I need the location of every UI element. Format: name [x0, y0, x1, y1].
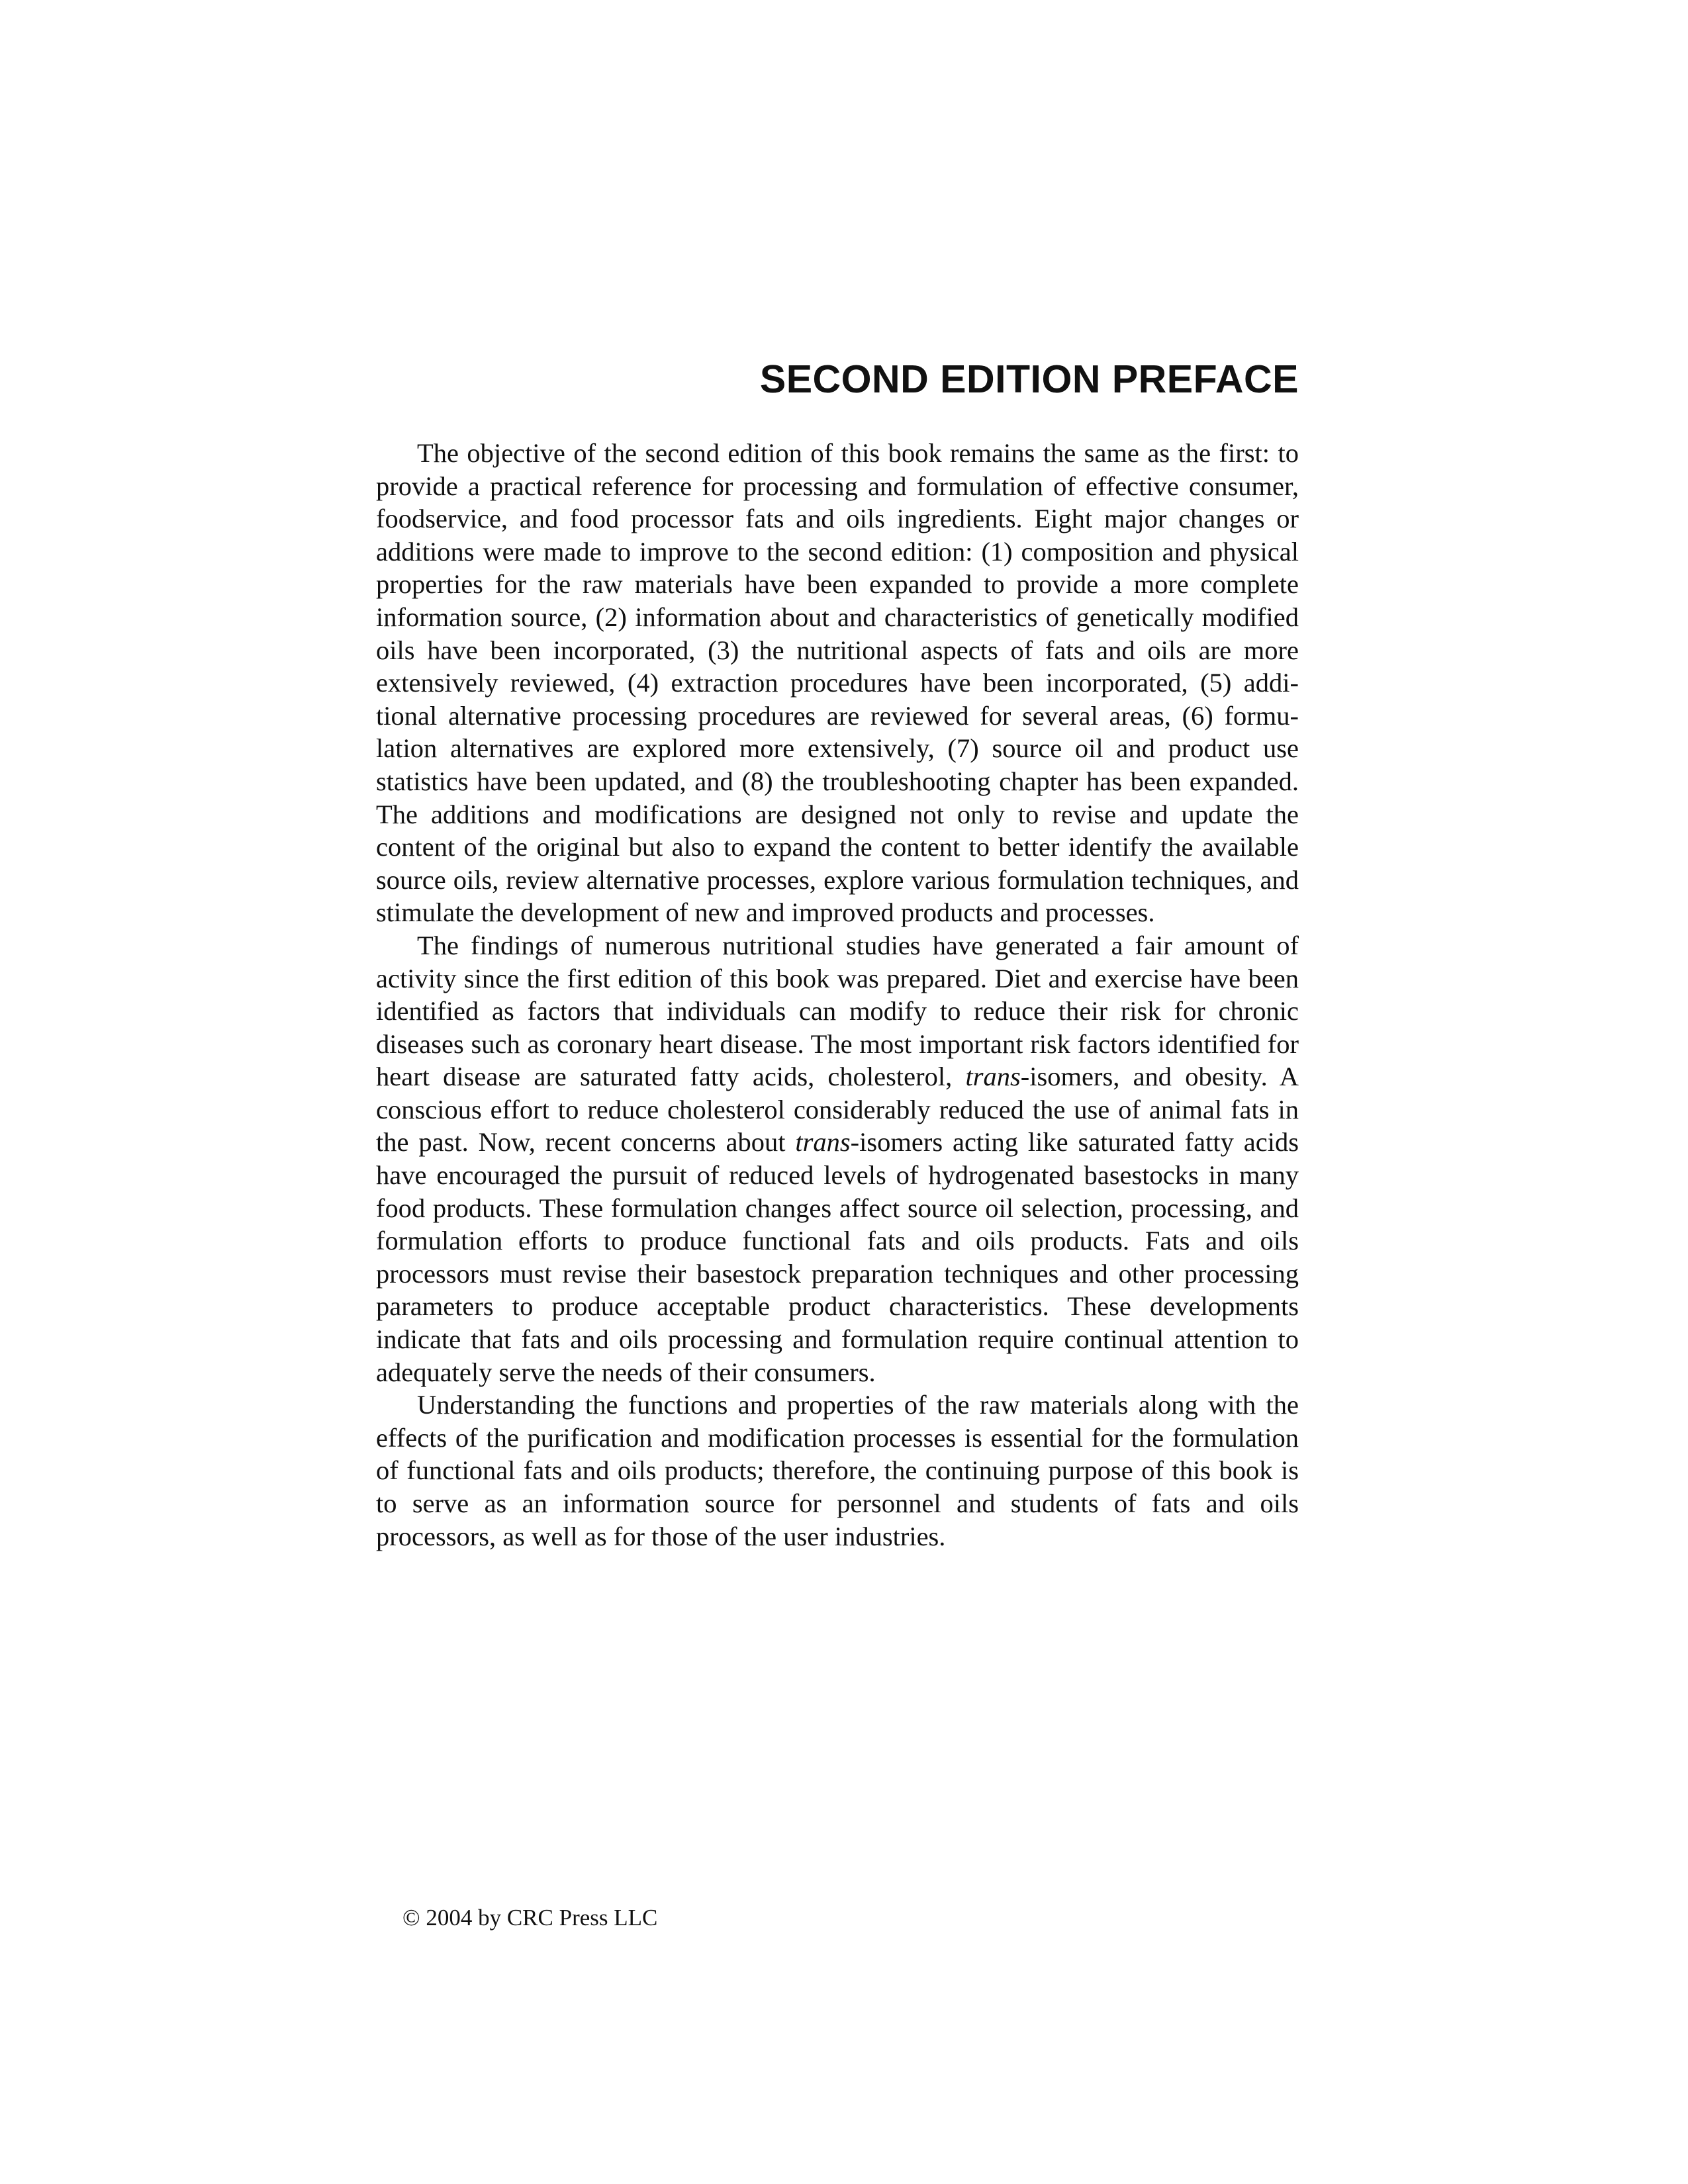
paragraph-purpose: Understanding the functions and properties of the raw materials along with the effects of the purification and modification processes is essential for the formulation of functional fats and oils products; therefore, the continuing purpose of this book is to serve as an information source for personnel and students of fats and oils processors, as well as for those of the user industries.	[376, 1390, 1299, 1551]
preface-body	[376, 437, 1299, 1553]
italic-term: trans	[965, 1062, 1021, 1092]
page-title: SECOND EDITION PREFACE	[759, 357, 1299, 401]
paragraph-text: -isomers acting like saturated fatty acids have encouraged the pursuit of reduced levels of hydrogenated basestocks in many food products. These formulation changes affect source oil selection, processing, and formulation efforts to produce functional fats and oils products. Fats and oils processors must revise their basestock preparation techniques and other processing parameters to produce acceptable product characteristics. These developments indicate that fats and oils processing and formulation require continual attention to adequately serve the needs of their consumers.	[376, 1127, 1299, 1387]
paragraph-objective: The objective of the second edition of this book remains the same as the first: to provide a practical reference for processing and formulation of effective consumer, foodservice, and food processor fats and oils ingredients. Eight major changes or additions were made to improve to the second edition: (1) composition and physical properties for the raw materials have been expanded to provide a more complete information source, (2) information about and characteristics of genetically modified oils have been incorporated, (3) the nutritional aspects of fats and oils are more extensively reviewed, (4) extraction procedures have been incorporated, (5) additional alternative processing procedures are reviewed for several areas, (6) formulation alternatives are explored more extensively, (7) source oil and product use statistics have been updated, and (8) the troubleshooting chapter has been expanded. The additions and modifications are designed not only to revise and update the content of the original but also to expand the content to better identify the available source oils, review alternative processes, explore various formulation techniques, and stimulate the development of new and improved products and processes.	[376, 438, 1299, 928]
copyright-notice: © 2004 by CRC Press LLC	[402, 1905, 658, 1931]
paragraph-text: -isomers, and obesity. A conscious effort to reduce cholesterol considerably reduced the use of animal fats in the past. Now, recent concerns about	[376, 1062, 1299, 1158]
italic-term: trans	[795, 1127, 851, 1158]
paragraph-nutritional-findings	[376, 929, 1299, 1388]
paragraph-text: The findings of numerous nutritional studies have generated a fair amount of activity since the first edition of this book was prepared. Diet and exercise have been identified as factors that individuals can modify to reduce their risk for chronic diseases such as coronary heart disease. The most important risk factors identified for heart disease are saturated fatty acids, cholesterol,	[376, 930, 1299, 1092]
